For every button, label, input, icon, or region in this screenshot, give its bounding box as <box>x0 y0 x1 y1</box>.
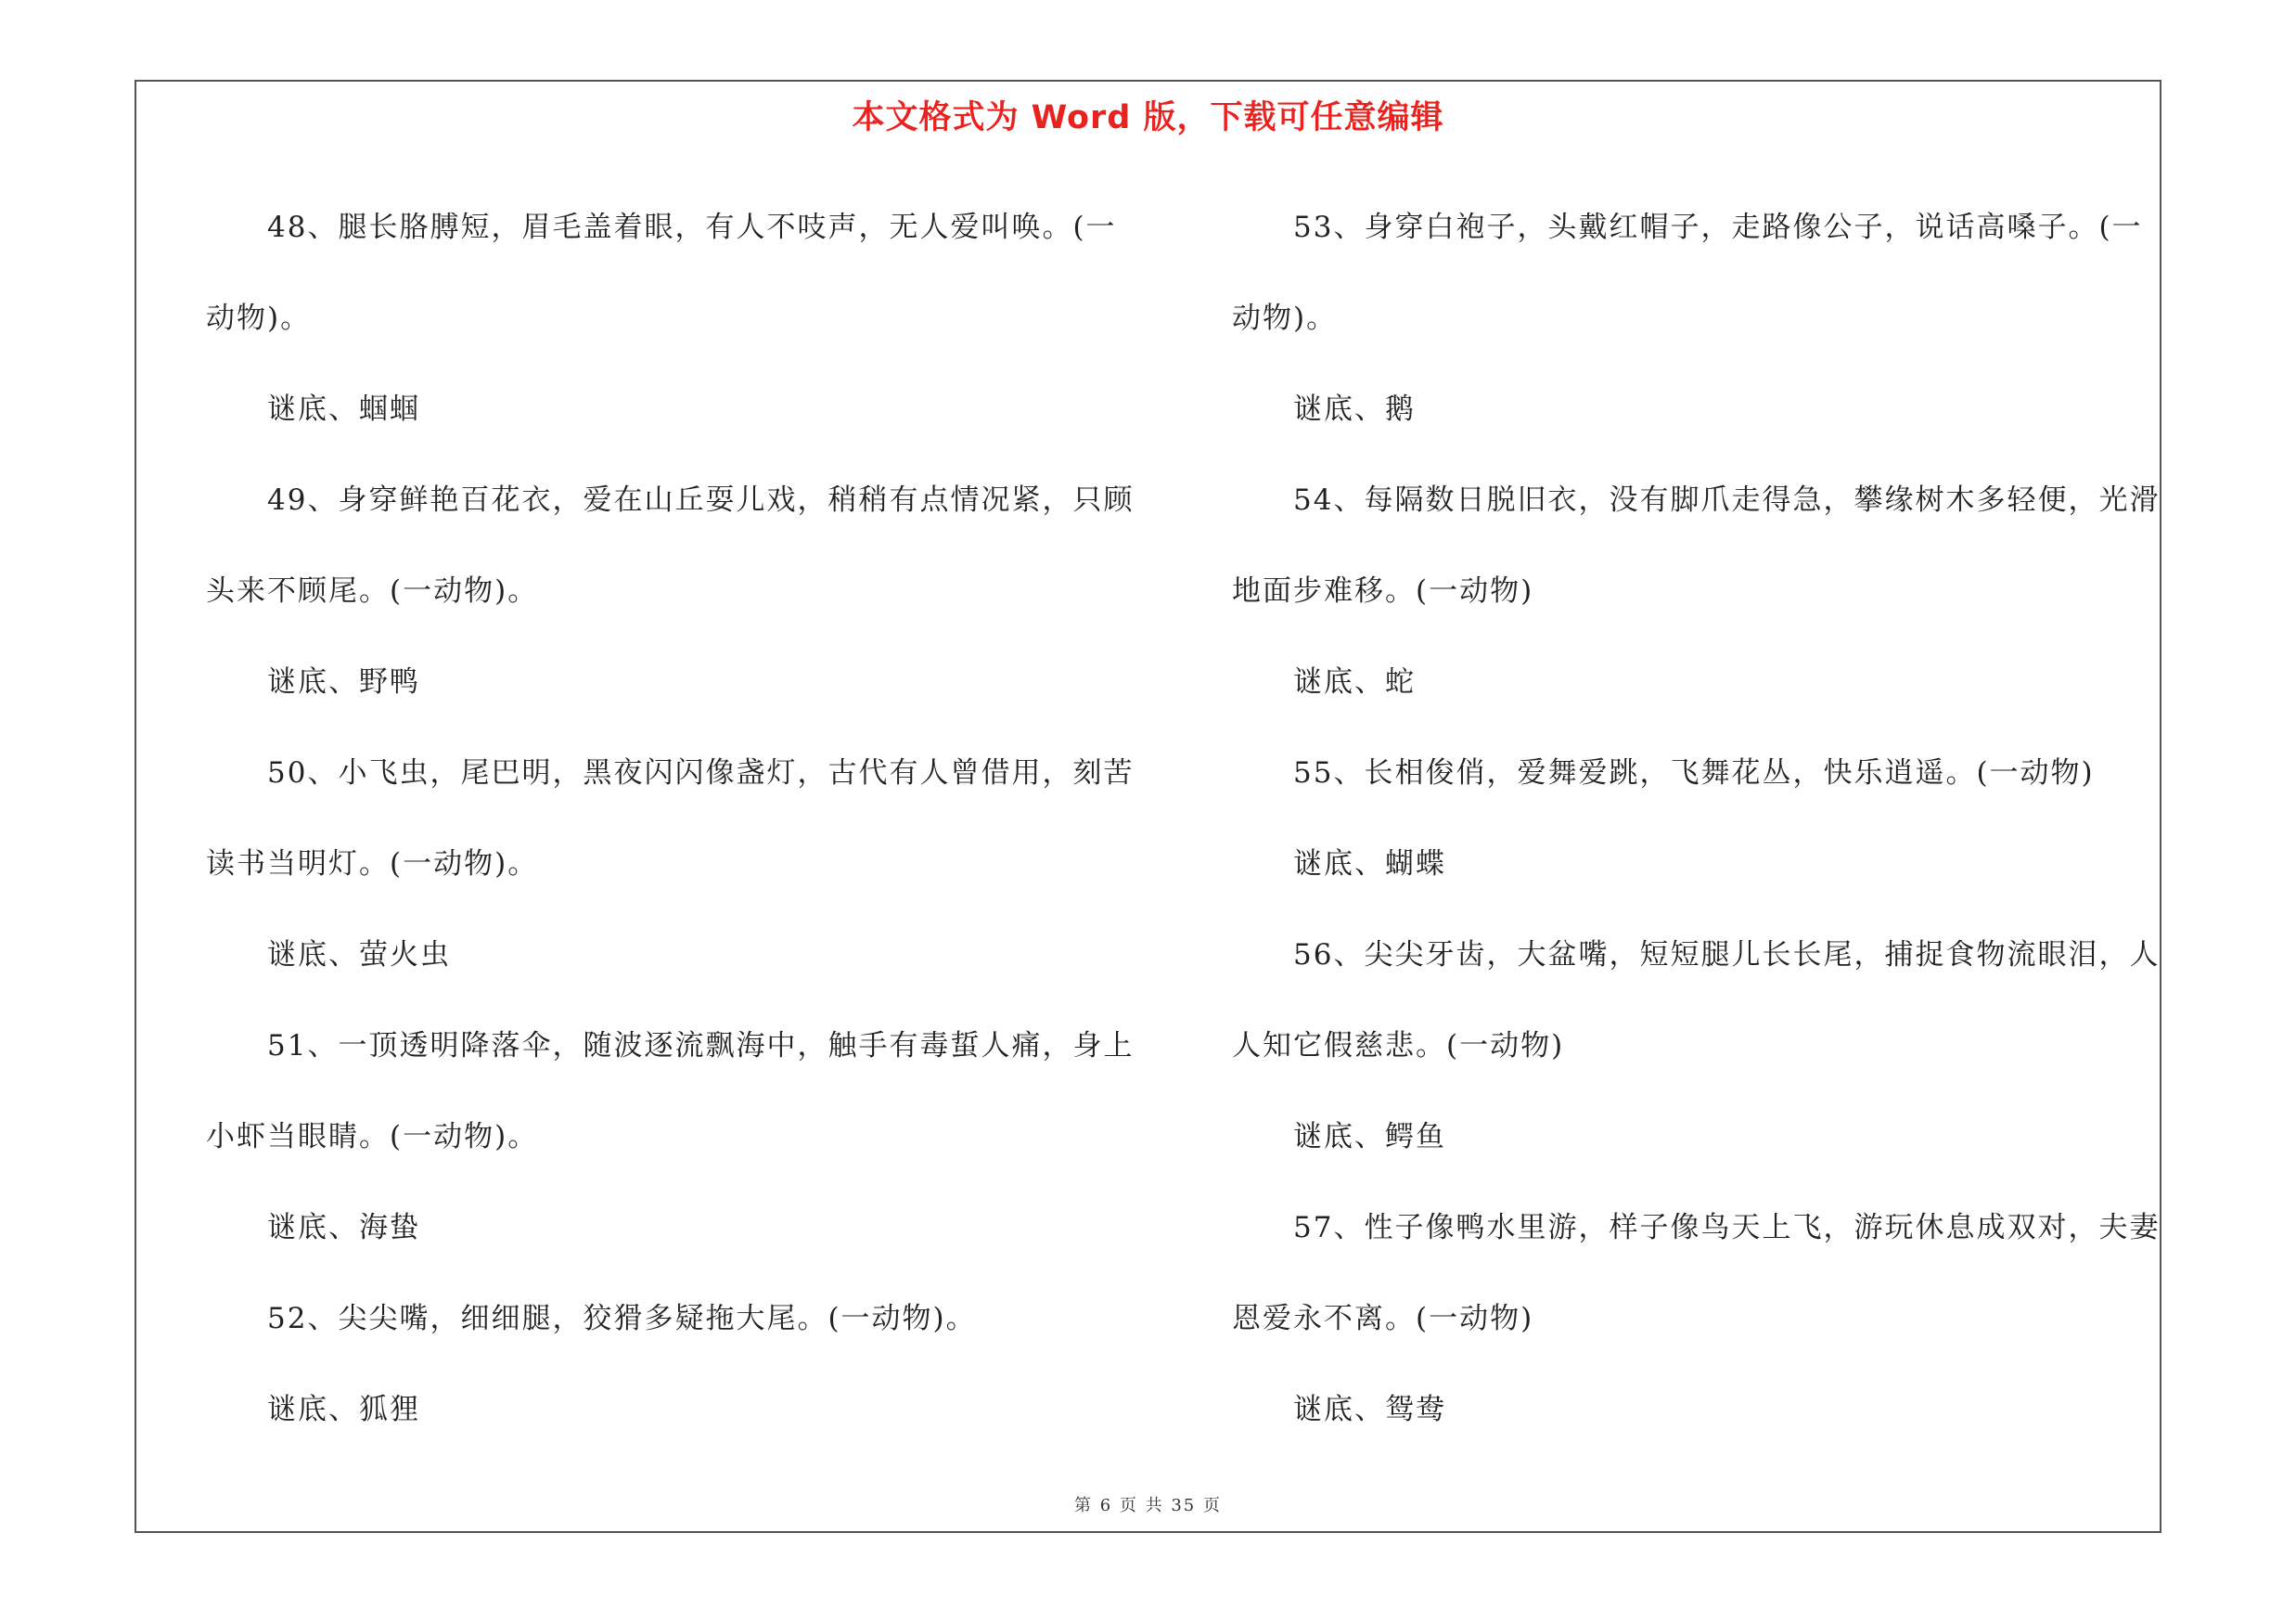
paragraph-line: 52、尖尖嘴，细细腿，狡猾多疑拖大尾。(一动物)。 <box>267 1302 977 1335</box>
paragraph-line: 49、身穿鲜艳百花衣，爱在山丘耍儿戏，稍稍有点情况紧，只顾 <box>267 483 1135 517</box>
paragraph-line: 48、腿长胳膊短，眉毛盖着眼，有人不吱声，无人爱叫唤。(一 <box>267 211 1117 244</box>
format-banner: 本文格式为 Word 版，下载可任意编辑 <box>852 99 1444 136</box>
paragraph-line: 谜底、鹅 <box>1293 393 1416 426</box>
paragraph-line: 读书当明灯。(一动物)。 <box>206 847 539 881</box>
paragraph-line: 谜底、鳄鱼 <box>1293 1120 1446 1153</box>
paragraph-line: 谜底、鸳鸯 <box>1293 1393 1446 1426</box>
right-column <box>1232 182 2169 1455</box>
paragraph-line: 55、长相俊俏，爱舞爱跳，飞舞花丛，快乐逍遥。(一动物) <box>1293 756 2095 790</box>
paragraph-line: 地面步难移。(一动物) <box>1232 574 1534 608</box>
paragraph-line: 谜底、蝈蝈 <box>267 393 420 426</box>
paragraph-line: 动物)。 <box>1232 302 1338 335</box>
paragraph-line: 动物)。 <box>206 302 312 335</box>
paragraph-line: 谜底、蝴蝶 <box>1293 847 1446 881</box>
paragraph-line: 谜底、狐狸 <box>267 1393 420 1426</box>
paragraph-line: 谜底、海蛰 <box>267 1211 420 1244</box>
paragraph-line: 50、小飞虫，尾巴明，黑夜闪闪像盏灯，古代有人曾借用，刻苦 <box>267 756 1135 790</box>
page-footer: 第 6 页 共 35 页 <box>1074 1496 1222 1515</box>
left-column <box>206 182 1143 1455</box>
paragraph-line: 54、每隔数日脱旧衣，没有脚爪走得急，攀缘树木多轻便，光滑 <box>1293 483 2161 517</box>
paragraph-line: 56、尖尖牙齿，大盆嘴，短短腿儿长长尾，捕捉食物流眼泪，人 <box>1293 938 2161 972</box>
paragraph-line: 头来不顾尾。(一动物)。 <box>206 574 539 608</box>
paragraph-line: 51、一顶透明降落伞，随波逐流飘海中，触手有毒蜇人痛，身上 <box>267 1029 1135 1063</box>
paragraph-line: 恩爱永不离。(一动物) <box>1232 1302 1534 1335</box>
paragraph-line: 谜底、萤火虫 <box>267 938 451 972</box>
paragraph-line: 53、身穿白袍子，头戴红帽子，走路像公子，说话高嗓子。(一 <box>1293 211 2143 244</box>
paragraph-line: 人知它假慈悲。(一动物) <box>1232 1029 1565 1063</box>
paragraph-line: 小虾当眼睛。(一动物)。 <box>206 1120 539 1153</box>
paragraph-line: 谜底、野鸭 <box>267 665 420 699</box>
paragraph-line: 谜底、蛇 <box>1293 665 1416 699</box>
paragraph-line: 57、性子像鸭水里游，样子像鸟天上飞，游玩休息成双对，夫妻 <box>1293 1211 2161 1244</box>
